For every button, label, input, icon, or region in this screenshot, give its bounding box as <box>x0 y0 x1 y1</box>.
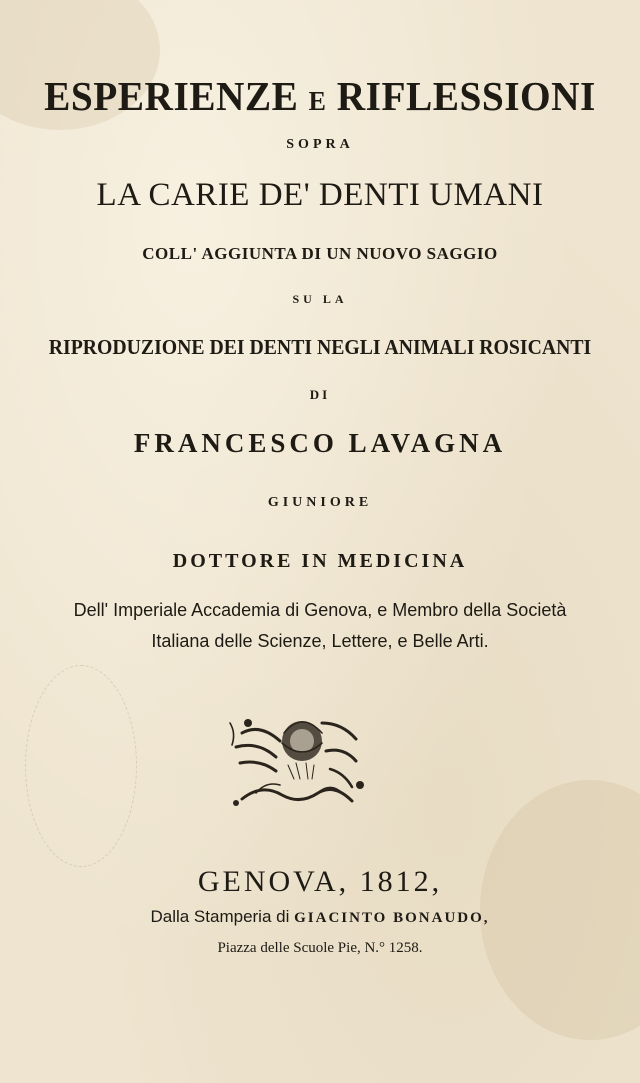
title-connector: E <box>308 86 327 116</box>
su-la-line: SU LA <box>292 292 348 306</box>
book-title <box>13 72 627 120</box>
title-part-2: RIFLESSIONI <box>336 73 596 119</box>
author-name: FRANCESCO LAVAGNA <box>133 428 507 458</box>
printer-address: Piazza delle Scuole Pie, N.° 1258. <box>217 940 423 956</box>
printer-line <box>0 907 640 927</box>
affiliation-line-1: Dell' Imperiale Accademia di Genova, e Membro della Società <box>73 600 567 620</box>
title-part-1: ESPERIENZE <box>44 73 299 119</box>
reproduction-line: RIPRODUZIONE DEI DENTI NEGLI ANIMALI ROSICANTI <box>48 335 592 359</box>
junior-line: GIUNIORE <box>267 495 373 510</box>
sopra-line: SOPRA <box>286 137 354 152</box>
subtitle: LA CARIE DE' DENTI UMANI <box>96 177 544 213</box>
affiliation-line-2: Italiana delle Scienze, Lettere, e Belle Arti. <box>151 631 489 651</box>
degree-line: DOTTORE IN MEDICINA <box>172 550 468 572</box>
printer-name: GIACINTO BONAUDO, <box>294 910 490 926</box>
bleed-through-mark <box>25 665 137 867</box>
place-and-year: GENOVA, 1812, <box>197 865 443 898</box>
di-line: DI <box>309 387 331 402</box>
floral-ornament-icon <box>222 703 372 815</box>
printer-prefix: Dalla Stamperia di <box>150 907 290 926</box>
addition-line: COLL' AGGIUNTA DI UN NUOVO SAGGIO <box>142 244 498 263</box>
